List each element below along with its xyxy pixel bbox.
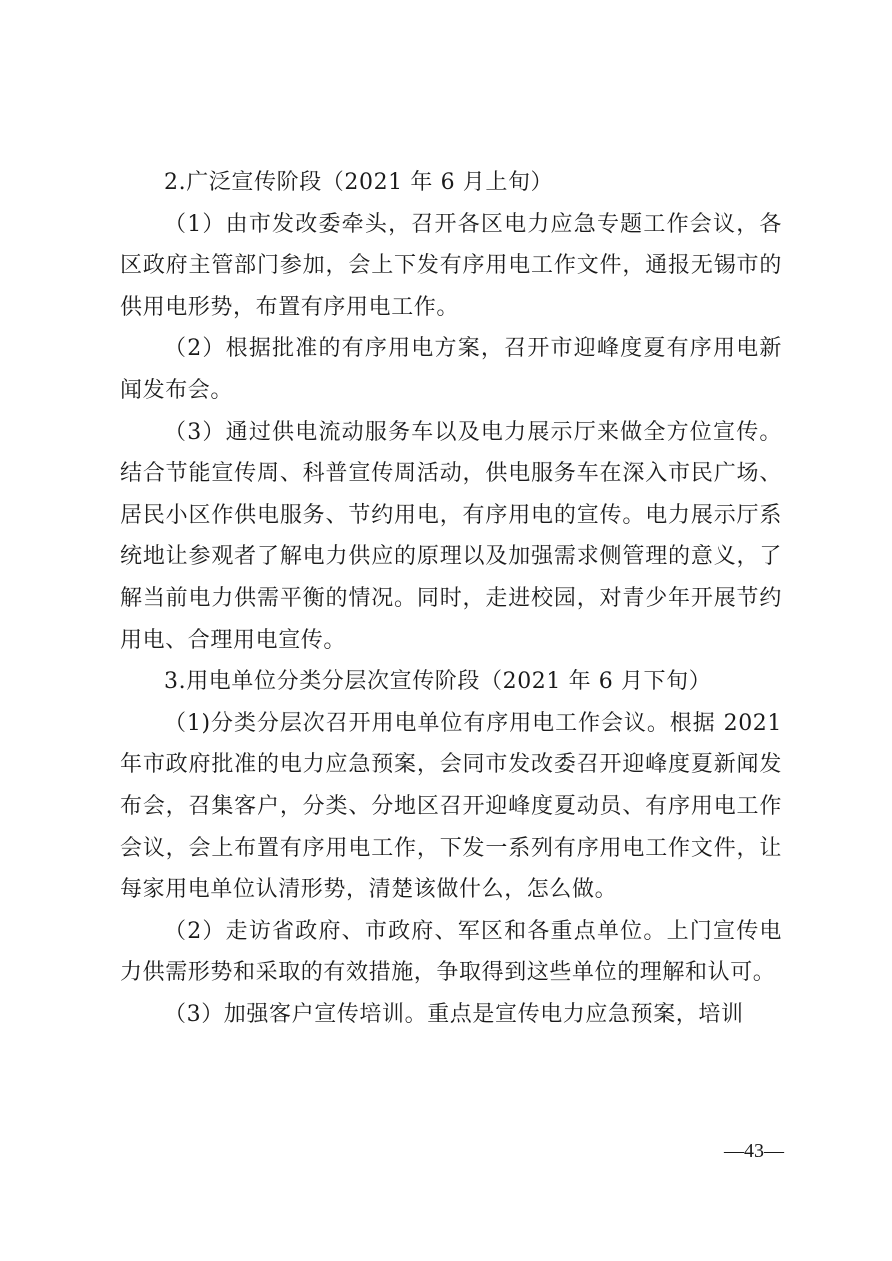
paragraph: （2）走访省政府、市政府、军区和各重点单位。上门宣传电力供需形势和采取的有效措施，争取得到这些单位的理解和认可。 — [120, 918, 782, 986]
section-heading-3: 3.用电单位分类分层次宣传阶段（2021 年 6 月下旬） — [164, 669, 712, 695]
document-body — [120, 162, 782, 1035]
paragraph: （2）根据批准的有序用电方案，召开市迎峰度夏有序用电新闻发布会。 — [120, 336, 782, 403]
paragraph: （3）通过供电流动服务车以及电力展示厅来做全方位宣传。结合节能宣传周、科普宣传周活动，供电服务车在深入市民广场、居民小区作供电服务、节约用电，有序用电的宣传。电力展示厅系统地让参观者了解电力供应的原理以及加强需求侧管理的意义，了解当前电力供需平衡的情况。同时，走进校园，对青少年开展节约用电、合理用电宣传。 — [120, 419, 782, 653]
paragraph: （3）加强客户宣传培训。重点是宣传电力应急预案，培训 — [164, 1001, 744, 1027]
paragraph: （1)分类分层次召开用电单位有序用电工作会议。根据 2021 年市政府批准的电力应急预案，会同市发改委召开迎峰度夏新闻发布会，召集客户，分类、分地区召开迎峰度夏动员、有序用电工作会议，会上布置有序用电工作，下发一系列有序用电工作文件，让每家用电单位认清形势，清楚该做什么，怎么做。 — [120, 710, 782, 903]
section-heading-2: 2.广泛宣传阶段（2021 年 6 月上旬） — [164, 170, 554, 195]
paragraph: （1）由市发改委牵头，召开各区电力应急专题工作会议，各区政府主管部门参加，会上下发有序用电工作文件，通报无锡市的供用电形势，布置有序用电工作。 — [120, 211, 782, 320]
page-number: —43— — [724, 1140, 784, 1162]
